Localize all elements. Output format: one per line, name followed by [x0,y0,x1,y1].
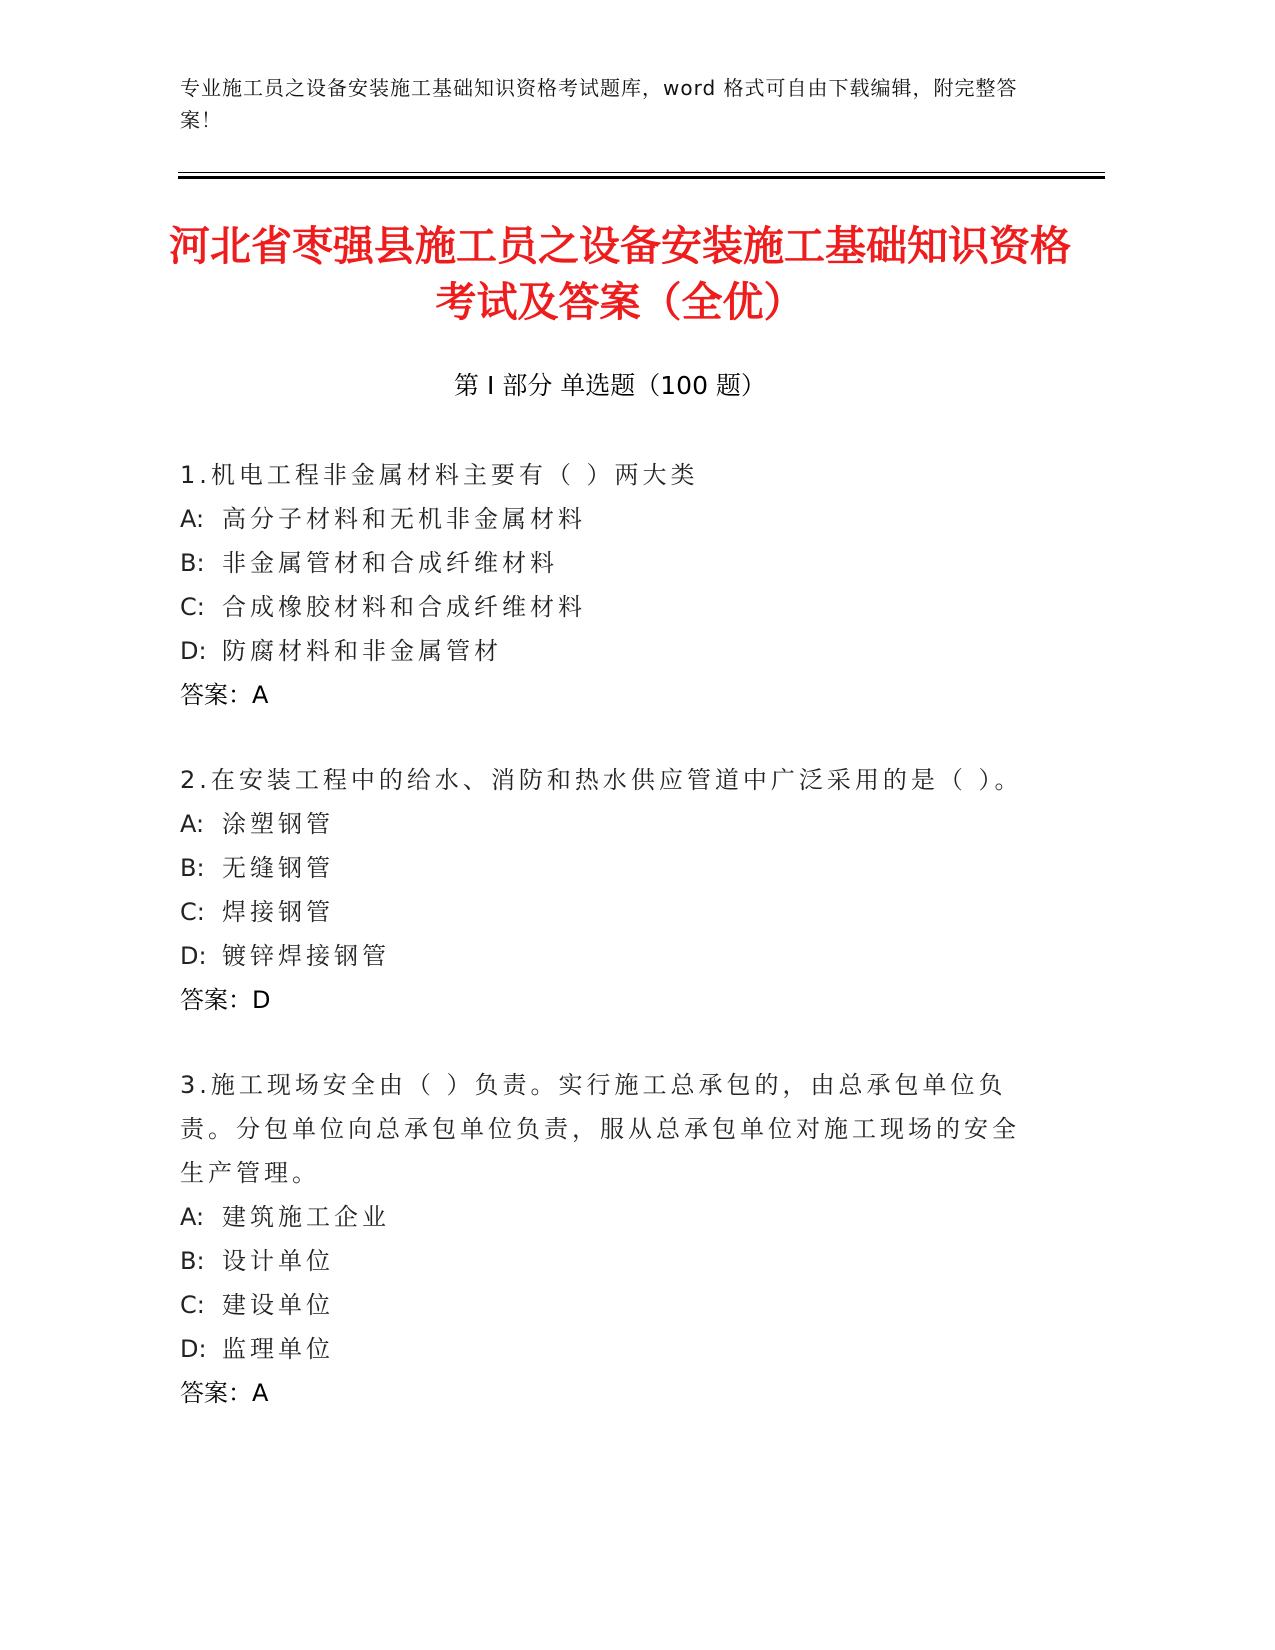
section-heading: 第 I 部分 单选题（100 题） [454,371,766,400]
question-stem: 2.在安装工程中的给水、消防和热水供应管道中广泛采用的是（ ）。 [180,766,1023,794]
option-c [180,1283,1040,1327]
answer: 答案：A [180,1379,269,1407]
question-2 [180,758,1040,1022]
option-a [180,802,1040,846]
question-stem: 1.机电工程非金属材料主要有（ ）两大类 [180,461,699,489]
option-text: 建设单位 [222,1291,334,1319]
option-text: 建筑施工企业 [222,1203,390,1231]
header-note: 专业施工员之设备安装施工基础知识资格考试题库，word 格式可自由下载编辑，附完整答案！ [180,76,1018,132]
option-a [180,1195,1040,1239]
option-label: D: [180,942,207,970]
option-label: A: [180,1203,205,1231]
option-text: 无缝钢管 [222,854,334,882]
option-c [180,890,1040,934]
option-text: 高分子材料和无机非金属材料 [222,505,586,533]
option-text: 涂塑钢管 [222,810,334,838]
question-3 [180,1063,1040,1415]
option-b [180,541,1040,585]
option-text: 防腐材料和非金属管材 [222,637,502,665]
document-title: 河北省枣强县施工员之设备安装施工基础知识资格考试及答案（全优） [169,222,1071,326]
option-d [180,629,1040,673]
option-text: 合成橡胶材料和合成纤维材料 [222,593,586,621]
option-label: A: [180,505,205,533]
option-d [180,1327,1040,1371]
option-text: 非金属管材和合成纤维材料 [222,549,558,577]
option-text: 镀锌焊接钢管 [222,942,390,970]
option-d [180,934,1040,978]
option-b [180,1239,1040,1283]
option-label: A: [180,810,205,838]
option-text: 监理单位 [222,1335,334,1363]
option-label: C: [180,1291,205,1319]
option-label: D: [180,1335,207,1363]
header-divider-thick [178,176,1105,179]
option-label: C: [180,593,205,621]
option-label: C: [180,898,205,926]
option-label: B: [180,549,205,577]
question-stem: 3.施工现场安全由（ ）负责。实行施工总承包的，由总承包单位负责。分包单位向总承包单位负责，服从总承包单位对施工现场的安全生产管理。 [180,1071,1020,1187]
option-text: 焊接钢管 [222,898,334,926]
answer: 答案：A [180,681,269,709]
question-1 [180,453,1040,717]
option-label: B: [180,1247,205,1275]
header-divider-thin [178,172,1105,173]
option-label: D: [180,637,207,665]
option-b [180,846,1040,890]
option-c [180,585,1040,629]
option-a [180,497,1040,541]
option-text: 设计单位 [222,1247,334,1275]
answer: 答案：D [180,986,271,1014]
option-label: B: [180,854,205,882]
